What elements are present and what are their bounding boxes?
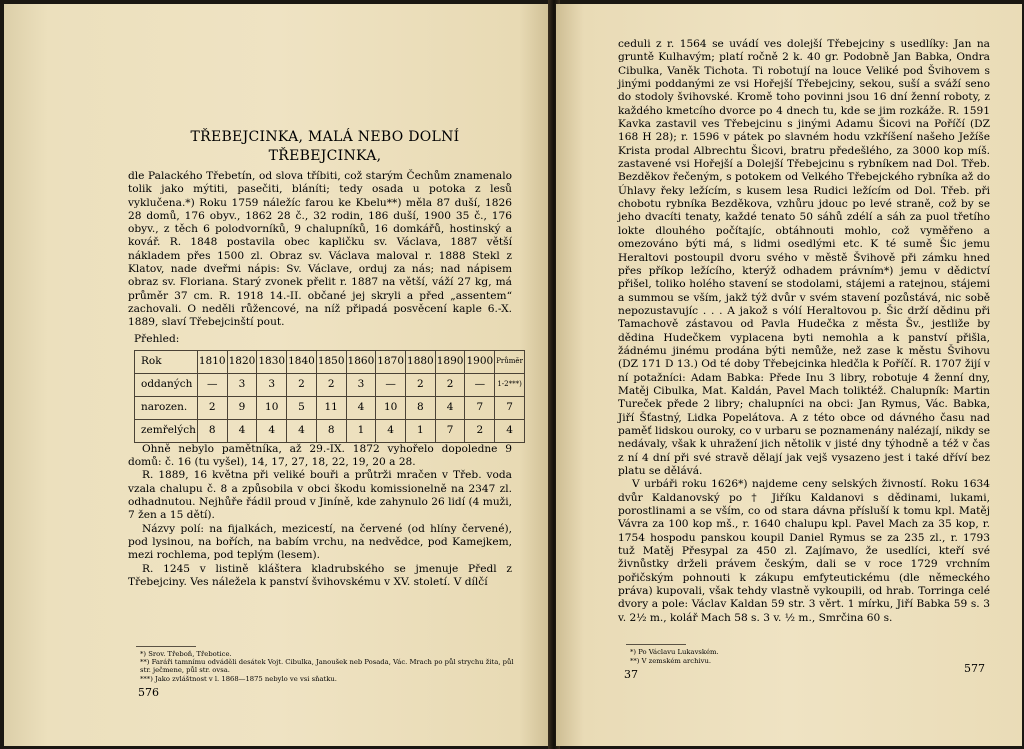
table-row-label: oddaných (135, 373, 198, 396)
table-cell: — (376, 373, 406, 396)
table-row (135, 419, 525, 442)
footnote-rule (136, 646, 196, 647)
table-cell: 1-2***) (495, 373, 525, 396)
paragraph: ceduli z r. 1564 se uvádí ves dolejší Třebejciny s usedlíky: Jan na gruntě Kulhavým; platí ročně 2 k. 40 gr. Podobně Jan Babka, Ondra Cibulka, Vaněk Tichota. Ti robotují na louce Veliké pod Švihovem s jinými poddanými ze vsi Hořejší Třebejciny, sekou, suší a sváží seno do stodoly švihovské. Kromě toho povinni jsou 16 dní ženní roboty, z každého kmetcího dvorce po 4 dnech tu, kde se jim rozkáže. R. 1591 Kavka zastavil ves Třebejcinu s jinými Adamu Šicovi na Poříčí (DZ 168 H 28); r. 1596 v pátek po slavném hodu vzkříšení našeho Ježíše Krista prodal Albrechtu Šicovi, bratru předešlého, za 3000 kop míš. zastavené vsi Hořejší a Dolejší Třebejcinu s rybníkem nad Dol. Třeb. Bezděkov řečeným, s potokem od Velkého Třebejckého rybníka až do Úhlavy řeky ležícím, s kusem lesa Rudici ležícím od Dol. Třeb. při chobotu rybníka Bezděkova, vzhůru jdouc po levé straně, což by se jeho dvacíti tenaty, každé tenato 50 sáhů zdélí a sáh za puol třetího lokte dlouhého počítajíc, obtáhnouti mohlo, což vyměřeno a omezováno býti má, s lidmi osedlými etc. K té sumě Šic jemu Heraltovi postoupil dvoru svého v městě Švihově při zámku hned přes příkop ležícího, kterýž odhadem právním*) jemu v dědictví přišel, toliko holého stavení se stodolami, stájemi a ratejnou, stájemi a summou se vším, jakž týž dvůr v svém stavení pozůstává, nic sobě nepozustavujíc . . . A jakož s vólí Heraltovou p. Šic drží dědinu při Tamachově zástavou od Pavla Hudečka z města Šv., jestliže by dědina Hudečkem vyplacena byti nemohla a k panství přišla, žádnému jinému prodána býti nemůže, než zase k městu Švihovu (DZ 171 D 13.) Od té doby Třebejcinka hledčla k Poříčí. R. 1707 žijí v ní potažníci: Adam Babka: Přede Inu 3 libry, robotuje 4 ženní dny, Matěj Cibulka, Mat. Kaldán, Pavel Mach toliktéž. Chalupník: Martin Tureček přede 2 libry; chalupníci na obci: Jan Rymus, Vác. Babka, Jiří Šťastný, Lidka Popelátova. A z této obce od dávného času nad paměť lidskou ouroky, co v urbaru se poznamenány nalézají, nikdy se nedávaly, však k uhražení jich nětolik v jisté dny týhodně a též v čas z ní 4 dní při své stravě dělají jak vejš vysazeno jest i také dříví bez platu se dělává. (618, 38, 990, 477)
table-cell: 4 (257, 419, 287, 442)
footnote-rule (626, 644, 686, 645)
table-cell: 8 (316, 419, 346, 442)
table-cell: 1 (406, 419, 436, 442)
table-cell: 11 (316, 396, 346, 419)
table-row-label: zemřelých (135, 419, 198, 442)
title-line-2: TŘEBEJCINKA, (268, 148, 382, 164)
table-header-cell: Průměr (495, 350, 525, 373)
table-cell: 2 (465, 419, 495, 442)
table-header-cell: 1870 (376, 350, 406, 373)
table-cell: 7 (435, 419, 465, 442)
table-row (135, 396, 525, 419)
footnote: **) Faráři tamnímu odváděli desátek Vojt. Cibulka, Janoušek neb Posada, Vác. Mrach po půl strychu žita, půl str. ječmene, půl str. ovsa. (140, 658, 514, 675)
title-line-1: TŘEBEJCINKA, MALÁ NEBO DOLNÍ (190, 129, 460, 145)
signature-number: 37 (624, 668, 638, 681)
footnote: ***) Jako zvláštnost v l. 1868—1875 nebylo ve vsi sňatku. (140, 674, 337, 683)
table-cell: 7 (495, 396, 525, 419)
table-cell: 4 (287, 419, 317, 442)
right-page-number: 577 (964, 662, 985, 675)
table-header-cell: 1900 (465, 350, 495, 373)
left-body-text (128, 170, 523, 589)
table-cell: — (465, 373, 495, 396)
table-header-cell: 1880 (406, 350, 436, 373)
table-cell: 2 (197, 396, 227, 419)
left-footnotes (136, 646, 514, 683)
table-row-label: narozen. (135, 396, 198, 419)
table-header-cell: 1830 (257, 350, 287, 373)
table-header-cell: 1810 (197, 350, 227, 373)
paragraph: R. 1245 v listině kláštera kladrubského se jmenuje Předl z Třebejciny. Ves náležela k panství švihovskému v XV. století. V dílčí (128, 562, 512, 588)
table-cell: 4 (376, 419, 406, 442)
section-title (140, 128, 510, 166)
paragraph: V urbáři roku 1626*) najdeme ceny selských živností. Roku 1634 dvůr Kaldanovský po † Jiříku Kaldanovi s dědinami, lukami, porostlinami a se vším, co od stara dávna přísluší k tomu kpl. Matěj Vávra za 100 kop mš., r. 1640 chalupu kpl. Pavel Mach za 35 kop, r. 1754 hospodu panskou koupil Daniel Rymus se za 235 zl., r. 1793 tuž Matěj Přesypal za 450 zl. Zajímavo, že usedlíci, kteří své živnůstky drželi právem českým, dali se v roce 1729 vrchním pořičským pohnouti k zákupu emfyteutickému (dle německého práva) kupovali, však tehdy vlastně vykoupili, od hrab. Torringa celé dvory a pole: Václav Kaldan 59 str. 3 věrt. 1 mírku, Jiří Babka 59 s. 3 v. 2½ m., kolář Mach 58 s. 3 v. ½ m., Smrčina 60 s. (618, 478, 990, 624)
paragraph: Názvy polí: na fijalkách, mezicestí, na červené (od hlíny červené), pod lysinou, na bořích, na babím vrchu, na nedvědce, pod Kamejkem, mezi rochlema, pod teplým (lesem). (128, 522, 512, 562)
footnote: **) V zemském archivu. (630, 657, 711, 665)
footnote: *) Srov. Třeboň, Třebotice. (140, 650, 232, 658)
statistics-table (134, 350, 525, 443)
table-header-cell: Rok (135, 350, 198, 373)
paragraph: Ohně nebylo pamětníka, až 29.-IX. 1872 vyhořelo dopoledne 9 domů: č. 16 (tu vyšel), 14, 17, 27, 18, 22, 19, 20 a 28. (128, 442, 512, 469)
table-header-cell: 1820 (227, 350, 257, 373)
table-cell: 4 (227, 419, 257, 442)
paragraph: dle Palackého Třebetín, od slova tříbiti, což starým Čechům znamenalo tolik jako mýtiti, pasečiti, bláníti; tedy osada u potoka z lesů vyklučena.*) Roku 1759 náležíc farou ke Kbelu**) měla 87 duší, 1826 28 domů, 176 obyv., 1862 28 č., 32 rodin, 186 duší, 1900 35 č., 176 obyv., z těch 6 polodvorníků, 9 chalupníků, 16 domkářů, hostinský a kovář. R. 1848 postavila obec kapličku sv. Václava, 1887 větší nákladem přes 1500 zl. Obraz sv. Václava maloval r. 1888 Stekl z Klatov, nade dveřmi nápis: Sv. Václave, orduj za nás; nad nápisem obraz sv. Floriana. Starý zvonek přelit r. 1887 na větší, váží 27 kg, má průměr 37 cm. R. 1918 14.-II. občané jej skryli a před „assentem“ zachovali. O neděli růžencové, na níž připadá posvěcení kaple 6.-X. 1889, slaví Třebejcinští pout. (128, 170, 512, 329)
table-cell: 8 (406, 396, 436, 419)
table-caption: Přehled: (134, 332, 180, 345)
table-cell: 9 (227, 396, 257, 419)
table-header-cell: 1890 (435, 350, 465, 373)
table-cell: 5 (287, 396, 317, 419)
table-cell: 2 (406, 373, 436, 396)
table-cell: — (197, 373, 227, 396)
table-cell: 2 (287, 373, 317, 396)
table-cell: 3 (227, 373, 257, 396)
table-header-cell: 1840 (287, 350, 317, 373)
table-cell: 4 (346, 396, 376, 419)
table-header-cell: 1850 (316, 350, 346, 373)
table-cell: 3 (346, 373, 376, 396)
table-header-cell: 1860 (346, 350, 376, 373)
table-cell: 4 (435, 396, 465, 419)
table-row (135, 373, 525, 396)
table-cell: 8 (197, 419, 227, 442)
right-footnotes (626, 644, 986, 666)
table-cell: 10 (376, 396, 406, 419)
right-body-text (618, 38, 990, 625)
table-cell: 4 (495, 419, 525, 442)
footnote: *) Po Václavu Lukavském. (630, 648, 719, 656)
table-cell: 2 (316, 373, 346, 396)
table-cell: 2 (435, 373, 465, 396)
table-cell: 3 (257, 373, 287, 396)
left-page-number: 576 (138, 686, 159, 699)
table-cell: 10 (257, 396, 287, 419)
paragraph: R. 1889, 16 května při veliké bouři a průtrži mračen v Třeb. voda vzala chalupu č. 8 a způsobila v obci škodu komissionelně na 2347 zl. odhadnutou. Nejhůře řádil proud v Jiníně, kde zahynulo 26 lidí (4 muži, 7 žen a 15 dětí). (128, 469, 512, 522)
table-header-row (135, 350, 525, 373)
table-cell: 7 (465, 396, 495, 419)
table-cell: 1 (346, 419, 376, 442)
